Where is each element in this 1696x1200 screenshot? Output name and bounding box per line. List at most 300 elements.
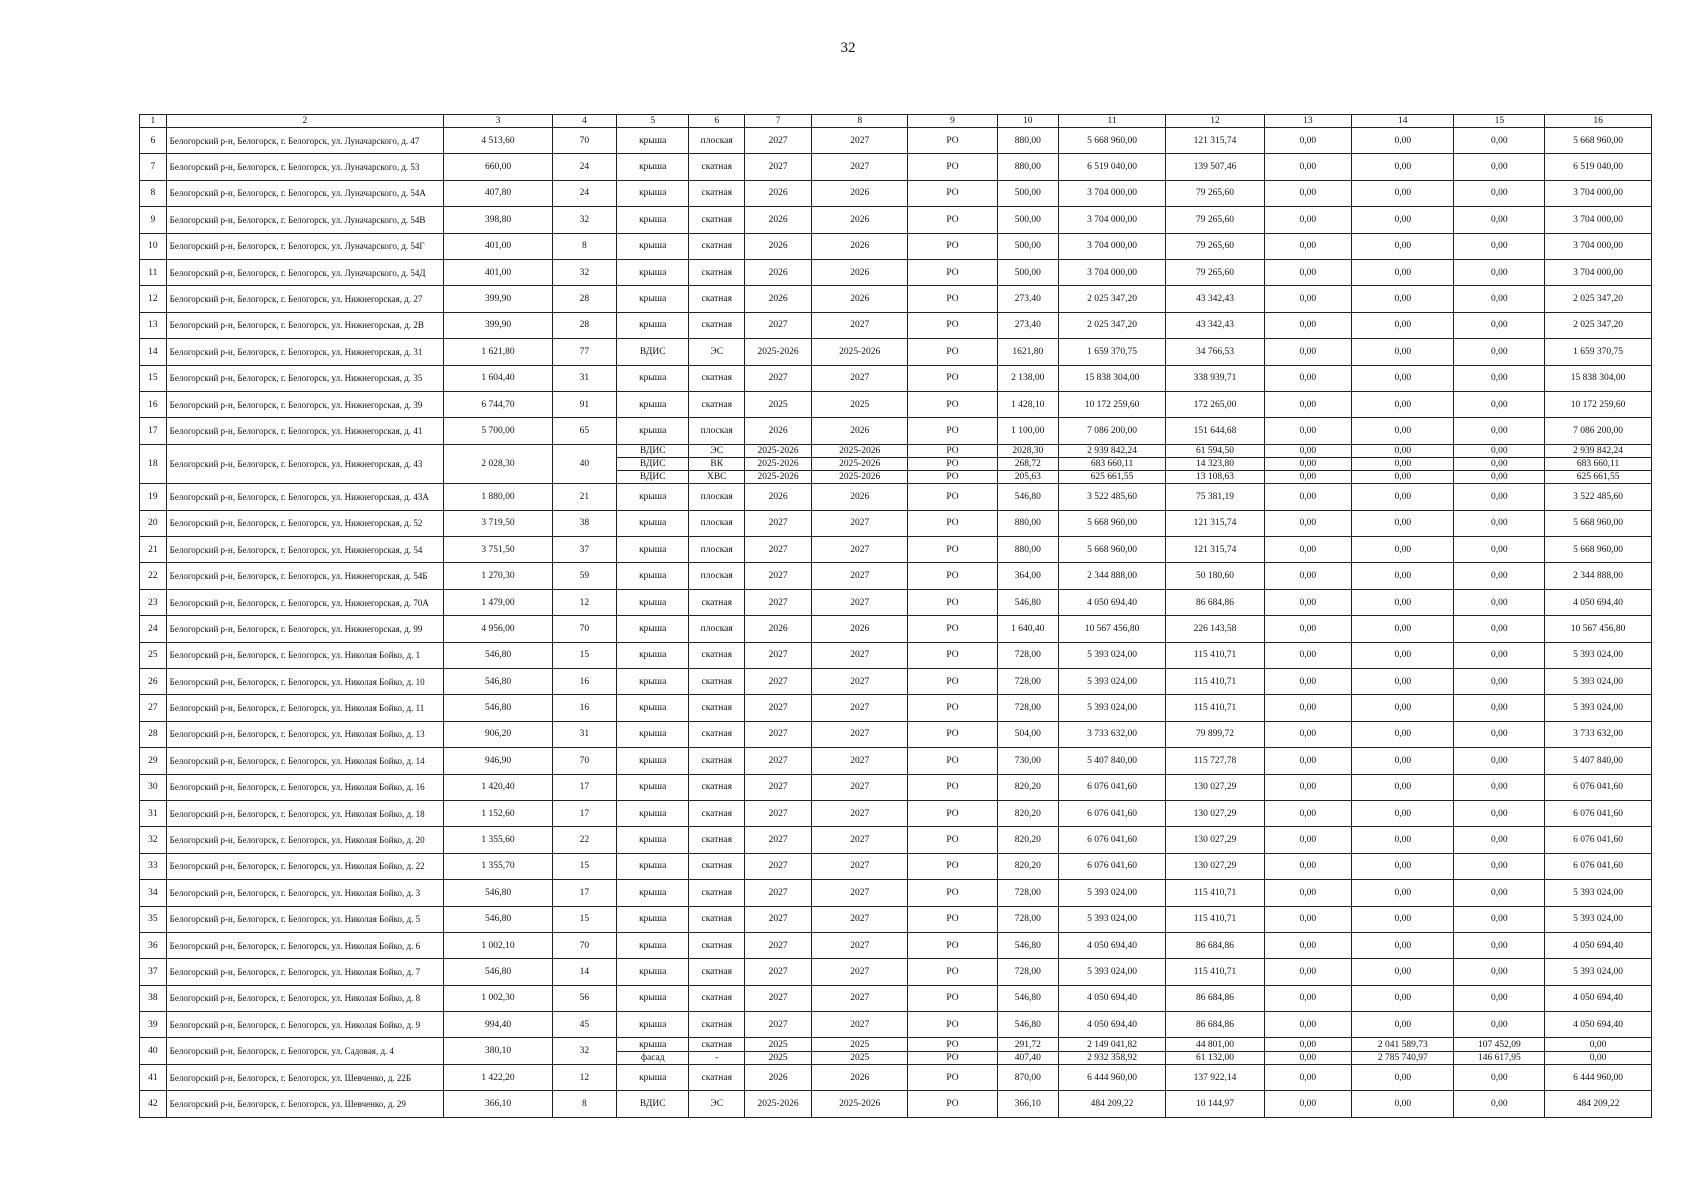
owners-cell: 5 393 024,00: [1545, 695, 1652, 721]
residents-cell: 28: [552, 286, 616, 312]
work-type-cell: крыша: [616, 589, 689, 615]
area-cell: 5 700,00: [444, 418, 553, 444]
table-row: [140, 444, 1652, 457]
owners-cell: 5 393 024,00: [1545, 906, 1652, 932]
fund-cell: 0,00: [1264, 391, 1351, 417]
subtype-cell: скатная: [689, 853, 744, 879]
cost-cell: 2 932 358,92: [1058, 1051, 1166, 1064]
volume-cell: 273,40: [997, 312, 1058, 338]
fund-cell: 0,00: [1264, 827, 1351, 853]
row-number-cell: 34: [140, 880, 167, 906]
unit-cost-cell: 43 342,43: [1166, 286, 1264, 312]
table-row: [140, 668, 1652, 694]
owners-cell: 3 704 000,00: [1545, 259, 1652, 285]
start-year-cell: 2027: [744, 365, 811, 391]
owners-cell: 4 050 694,40: [1545, 1012, 1652, 1038]
subtype-cell: -: [689, 1051, 744, 1064]
regional-cell: 0,00: [1352, 906, 1454, 932]
row-number-cell: 13: [140, 312, 167, 338]
end-year-cell: 2025-2026: [812, 471, 908, 484]
end-year-cell: 2027: [812, 932, 908, 958]
cost-cell: 1 659 370,75: [1058, 339, 1166, 365]
method-cell: РО: [908, 233, 998, 259]
fund-cell: 0,00: [1264, 906, 1351, 932]
residents-cell: 15: [552, 853, 616, 879]
residents-cell: 15: [552, 906, 616, 932]
area-cell: 1 420,40: [444, 774, 553, 800]
owners-cell: 6 444 960,00: [1545, 1064, 1652, 1090]
row-number-cell: 24: [140, 616, 167, 642]
table-row: [140, 880, 1652, 906]
fund-cell: 0,00: [1264, 880, 1351, 906]
end-year-cell: 2026: [812, 418, 908, 444]
start-year-cell: 2026: [744, 259, 811, 285]
end-year-cell: 2027: [812, 748, 908, 774]
area-cell: 1 621,80: [444, 339, 553, 365]
regional-cell: 0,00: [1352, 484, 1454, 510]
address-cell: Белогорский р-н, Белогорск, г. Белогорск, ул. Садовая, д. 4: [166, 1038, 443, 1064]
subtype-cell: скатная: [689, 259, 744, 285]
regional-cell: 0,00: [1352, 128, 1454, 154]
residents-cell: 17: [552, 800, 616, 826]
work-type-cell: крыша: [616, 418, 689, 444]
cost-cell: 2 939 842,24: [1058, 444, 1166, 457]
subtype-cell: скатная: [689, 589, 744, 615]
cost-cell: 3 733 632,00: [1058, 721, 1166, 747]
owners-cell: 6 076 041,60: [1545, 800, 1652, 826]
area-cell: 1 270,30: [444, 563, 553, 589]
volume-cell: 205,63: [997, 471, 1058, 484]
address-cell: Белогорский р-н, Белогорск, г. Белогорск, ул. Николая Бойко, д. 13: [166, 721, 443, 747]
volume-cell: 728,00: [997, 959, 1058, 985]
cost-cell: 3 704 000,00: [1058, 233, 1166, 259]
row-number-cell: 39: [140, 1012, 167, 1038]
owners-cell: 10 567 456,80: [1545, 616, 1652, 642]
table-row: [140, 616, 1652, 642]
area-cell: 1 355,70: [444, 853, 553, 879]
work-type-cell: фасад: [616, 1051, 689, 1064]
address-cell: Белогорский р-н, Белогорск, г. Белогорск, ул. Нижнегорская, д. 39: [166, 391, 443, 417]
fund-cell: 0,00: [1264, 259, 1351, 285]
address-cell: Белогорский р-н, Белогорск, г. Белогорск, ул. Нижнегорская, д. 54Б: [166, 563, 443, 589]
cost-cell: 625 661,55: [1058, 471, 1166, 484]
table-row: [140, 695, 1652, 721]
residents-cell: 91: [552, 391, 616, 417]
row-number-cell: 10: [140, 233, 167, 259]
table-row: [140, 563, 1652, 589]
owners-cell: 3 733 632,00: [1545, 721, 1652, 747]
owners-cell: 3 704 000,00: [1545, 207, 1652, 233]
work-type-cell: крыша: [616, 985, 689, 1011]
method-cell: РО: [908, 642, 998, 668]
residents-cell: 70: [552, 932, 616, 958]
subtype-cell: ЭС: [689, 339, 744, 365]
work-type-cell: крыша: [616, 1064, 689, 1090]
local-cell: 0,00: [1454, 721, 1545, 747]
start-year-cell: 2026: [744, 616, 811, 642]
regional-cell: 0,00: [1352, 1064, 1454, 1090]
volume-cell: 366,10: [997, 1091, 1058, 1117]
work-type-cell: крыша: [616, 748, 689, 774]
owners-cell: 5 668 960,00: [1545, 537, 1652, 563]
subtype-cell: плоская: [689, 537, 744, 563]
residents-cell: 22: [552, 827, 616, 853]
local-cell: 107 452,09: [1454, 1038, 1545, 1051]
start-year-cell: 2027: [744, 563, 811, 589]
work-type-cell: крыша: [616, 312, 689, 338]
fund-cell: 0,00: [1264, 207, 1351, 233]
address-cell: Белогорский р-н, Белогорск, г. Белогорск, ул. Николая Бойко, д. 20: [166, 827, 443, 853]
residents-cell: 28: [552, 312, 616, 338]
row-number-cell: 20: [140, 510, 167, 536]
volume-cell: 546,80: [997, 484, 1058, 510]
area-cell: 3 751,50: [444, 537, 553, 563]
start-year-cell: 2025-2026: [744, 444, 811, 457]
residents-cell: 21: [552, 484, 616, 510]
cost-cell: 6 519 040,00: [1058, 154, 1166, 180]
local-cell: 0,00: [1454, 1012, 1545, 1038]
subtype-cell: скатная: [689, 932, 744, 958]
address-cell: Белогорский р-н, Белогорск, г. Белогорск, ул. Николая Бойко, д. 6: [166, 932, 443, 958]
fund-cell: 0,00: [1264, 1012, 1351, 1038]
work-type-cell: крыша: [616, 642, 689, 668]
row-number-cell: 23: [140, 589, 167, 615]
local-cell: 0,00: [1454, 748, 1545, 774]
end-year-cell: 2025: [812, 1038, 908, 1051]
cost-cell: 3 704 000,00: [1058, 259, 1166, 285]
unit-cost-cell: 61 594,50: [1166, 444, 1264, 457]
row-number-cell: 12: [140, 286, 167, 312]
table-row: [140, 154, 1652, 180]
unit-cost-cell: 130 027,29: [1166, 827, 1264, 853]
start-year-cell: 2026: [744, 286, 811, 312]
owners-cell: 484 209,22: [1545, 1091, 1652, 1117]
volume-cell: 820,20: [997, 800, 1058, 826]
cost-cell: 15 838 304,00: [1058, 365, 1166, 391]
residents-cell: 37: [552, 537, 616, 563]
method-cell: РО: [908, 932, 998, 958]
start-year-cell: 2026: [744, 484, 811, 510]
local-cell: 0,00: [1454, 853, 1545, 879]
method-cell: РО: [908, 853, 998, 879]
subtype-cell: скатная: [689, 180, 744, 206]
residents-cell: 16: [552, 695, 616, 721]
residents-cell: 24: [552, 154, 616, 180]
local-cell: 0,00: [1454, 233, 1545, 259]
work-type-cell: крыша: [616, 286, 689, 312]
regional-cell: 0,00: [1352, 985, 1454, 1011]
local-cell: 0,00: [1454, 457, 1545, 470]
regional-cell: 0,00: [1352, 589, 1454, 615]
end-year-cell: 2027: [812, 537, 908, 563]
regional-cell: 0,00: [1352, 642, 1454, 668]
unit-cost-cell: 79 265,60: [1166, 180, 1264, 206]
residents-cell: 17: [552, 774, 616, 800]
regional-cell: 0,00: [1352, 207, 1454, 233]
area-cell: 399,90: [444, 286, 553, 312]
table-row: [140, 906, 1652, 932]
area-cell: 407,80: [444, 180, 553, 206]
cost-cell: 6 076 041,60: [1058, 827, 1166, 853]
owners-cell: 4 050 694,40: [1545, 985, 1652, 1011]
fund-cell: 0,00: [1264, 932, 1351, 958]
area-cell: 380,10: [444, 1038, 553, 1064]
work-type-cell: крыша: [616, 180, 689, 206]
method-cell: РО: [908, 418, 998, 444]
cost-cell: 5 393 024,00: [1058, 668, 1166, 694]
residents-cell: 8: [552, 233, 616, 259]
owners-cell: 10 172 259,60: [1545, 391, 1652, 417]
residents-cell: 15: [552, 642, 616, 668]
cost-cell: 7 086 200,00: [1058, 418, 1166, 444]
work-type-cell: крыша: [616, 563, 689, 589]
address-cell: Белогорский р-н, Белогорск, г. Белогорск, ул. Николая Бойко, д. 22: [166, 853, 443, 879]
column-header: 1: [140, 115, 167, 128]
cost-cell: 3 704 000,00: [1058, 207, 1166, 233]
unit-cost-cell: 10 144,97: [1166, 1091, 1264, 1117]
local-cell: 0,00: [1454, 444, 1545, 457]
cost-cell: 6 444 960,00: [1058, 1064, 1166, 1090]
owners-cell: 6 076 041,60: [1545, 774, 1652, 800]
subtype-cell: ЭС: [689, 444, 744, 457]
cost-cell: 6 076 041,60: [1058, 853, 1166, 879]
address-cell: Белогорский р-н, Белогорск, г. Белогорск, ул. Николая Бойко, д. 18: [166, 800, 443, 826]
row-number-cell: 41: [140, 1064, 167, 1090]
subtype-cell: ВК: [689, 457, 744, 470]
regional-cell: 0,00: [1352, 853, 1454, 879]
subtype-cell: скатная: [689, 880, 744, 906]
table-row: [140, 985, 1652, 1011]
row-number-cell: 14: [140, 339, 167, 365]
subtype-cell: скатная: [689, 695, 744, 721]
method-cell: РО: [908, 959, 998, 985]
regional-cell: 0,00: [1352, 932, 1454, 958]
work-type-cell: ВДИС: [616, 471, 689, 484]
regional-cell: 0,00: [1352, 339, 1454, 365]
owners-cell: 4 050 694,40: [1545, 589, 1652, 615]
unit-cost-cell: 130 027,29: [1166, 800, 1264, 826]
row-number-cell: 27: [140, 695, 167, 721]
area-cell: 546,80: [444, 642, 553, 668]
subtype-cell: скатная: [689, 312, 744, 338]
row-number-cell: 30: [140, 774, 167, 800]
cost-cell: 5 668 960,00: [1058, 537, 1166, 563]
area-cell: 660,00: [444, 154, 553, 180]
end-year-cell: 2026: [812, 286, 908, 312]
volume-cell: 870,00: [997, 1064, 1058, 1090]
fund-cell: 0,00: [1264, 418, 1351, 444]
subtype-cell: скатная: [689, 154, 744, 180]
owners-cell: 683 660,11: [1545, 457, 1652, 470]
end-year-cell: 2027: [812, 721, 908, 747]
residents-cell: 32: [552, 1038, 616, 1064]
fund-cell: 0,00: [1264, 642, 1351, 668]
regional-cell: 0,00: [1352, 312, 1454, 338]
regional-cell: 0,00: [1352, 444, 1454, 457]
regional-cell: 0,00: [1352, 391, 1454, 417]
address-cell: Белогорский р-н, Белогорск, г. Белогорск, ул. Луначарского, д. 54Д: [166, 259, 443, 285]
area-cell: 546,80: [444, 880, 553, 906]
method-cell: РО: [908, 827, 998, 853]
owners-cell: 3 522 485,60: [1545, 484, 1652, 510]
cost-cell: 2 025 347,20: [1058, 312, 1166, 338]
local-cell: 0,00: [1454, 537, 1545, 563]
work-type-cell: крыша: [616, 721, 689, 747]
method-cell: РО: [908, 537, 998, 563]
owners-cell: 2 344 888,00: [1545, 563, 1652, 589]
work-type-cell: крыша: [616, 484, 689, 510]
method-cell: РО: [908, 880, 998, 906]
work-type-cell: ВДИС: [616, 339, 689, 365]
area-cell: 906,20: [444, 721, 553, 747]
address-cell: Белогорский р-н, Белогорск, г. Белогорск, ул. Николая Бойко, д. 11: [166, 695, 443, 721]
row-number-cell: 36: [140, 932, 167, 958]
method-cell: РО: [908, 906, 998, 932]
residents-cell: 77: [552, 339, 616, 365]
unit-cost-cell: 79 265,60: [1166, 259, 1264, 285]
end-year-cell: 2027: [812, 827, 908, 853]
column-header: 7: [744, 115, 811, 128]
table-row: [140, 932, 1652, 958]
unit-cost-cell: 34 766,53: [1166, 339, 1264, 365]
volume-cell: 268,72: [997, 457, 1058, 470]
start-year-cell: 2026: [744, 180, 811, 206]
fund-cell: 0,00: [1264, 339, 1351, 365]
method-cell: РО: [908, 800, 998, 826]
local-cell: 0,00: [1454, 312, 1545, 338]
start-year-cell: 2027: [744, 154, 811, 180]
area-cell: 546,80: [444, 959, 553, 985]
subtype-cell: плоская: [689, 484, 744, 510]
owners-cell: 6 076 041,60: [1545, 853, 1652, 879]
table-row: [140, 259, 1652, 285]
column-header: 15: [1454, 115, 1545, 128]
volume-cell: 730,00: [997, 748, 1058, 774]
row-number-cell: 32: [140, 827, 167, 853]
residents-cell: 59: [552, 563, 616, 589]
cost-cell: 5 393 024,00: [1058, 695, 1166, 721]
table-row: [140, 1038, 1652, 1051]
method-cell: РО: [908, 510, 998, 536]
volume-cell: 820,20: [997, 853, 1058, 879]
unit-cost-cell: 115 410,71: [1166, 880, 1264, 906]
work-type-cell: крыша: [616, 128, 689, 154]
address-cell: Белогорский р-н, Белогорск, г. Белогорск, ул. Луначарского, д. 54В: [166, 207, 443, 233]
unit-cost-cell: 172 265,00: [1166, 391, 1264, 417]
work-type-cell: крыша: [616, 695, 689, 721]
start-year-cell: 2025: [744, 1051, 811, 1064]
cost-cell: 5 668 960,00: [1058, 128, 1166, 154]
column-header: 5: [616, 115, 689, 128]
end-year-cell: 2026: [812, 233, 908, 259]
residents-cell: 12: [552, 1064, 616, 1090]
unit-cost-cell: 75 381,19: [1166, 484, 1264, 510]
subtype-cell: скатная: [689, 1038, 744, 1051]
start-year-cell: 2026: [744, 1064, 811, 1090]
local-cell: 0,00: [1454, 259, 1545, 285]
unit-cost-cell: 121 315,74: [1166, 537, 1264, 563]
method-cell: РО: [908, 695, 998, 721]
column-header: 16: [1545, 115, 1652, 128]
volume-cell: 546,80: [997, 985, 1058, 1011]
start-year-cell: 2026: [744, 418, 811, 444]
fund-cell: 0,00: [1264, 444, 1351, 457]
fund-cell: 0,00: [1264, 484, 1351, 510]
address-cell: Белогорский р-н, Белогорск, г. Белогорск, ул. Нижнегорская, д. 99: [166, 616, 443, 642]
cost-cell: 2 025 347,20: [1058, 286, 1166, 312]
start-year-cell: 2025-2026: [744, 457, 811, 470]
subtype-cell: плоская: [689, 616, 744, 642]
fund-cell: 0,00: [1264, 1091, 1351, 1117]
end-year-cell: 2027: [812, 128, 908, 154]
table-row: [140, 800, 1652, 826]
subtype-cell: скатная: [689, 207, 744, 233]
volume-cell: 546,80: [997, 589, 1058, 615]
cost-cell: 5 668 960,00: [1058, 510, 1166, 536]
unit-cost-cell: 86 684,86: [1166, 1012, 1264, 1038]
method-cell: РО: [908, 774, 998, 800]
residents-cell: 32: [552, 207, 616, 233]
cost-cell: 2 149 041,82: [1058, 1038, 1166, 1051]
cost-cell: 4 050 694,40: [1058, 932, 1166, 958]
unit-cost-cell: 79 899,72: [1166, 721, 1264, 747]
owners-cell: 5 393 024,00: [1545, 642, 1652, 668]
cost-cell: 4 050 694,40: [1058, 589, 1166, 615]
start-year-cell: 2026: [744, 207, 811, 233]
residents-cell: 31: [552, 721, 616, 747]
end-year-cell: 2026: [812, 259, 908, 285]
residents-cell: 65: [552, 418, 616, 444]
owners-cell: 0,00: [1545, 1038, 1652, 1051]
address-cell: Белогорский р-н, Белогорск, г. Белогорск, ул. Николая Бойко, д. 7: [166, 959, 443, 985]
fund-cell: 0,00: [1264, 985, 1351, 1011]
residents-cell: 14: [552, 959, 616, 985]
work-type-cell: крыша: [616, 207, 689, 233]
local-cell: 146 617,95: [1454, 1051, 1545, 1064]
row-number-cell: 19: [140, 484, 167, 510]
address-cell: Белогорский р-н, Белогорск, г. Белогорск, ул. Нижнегорская, д. 31: [166, 339, 443, 365]
fund-cell: 0,00: [1264, 668, 1351, 694]
row-number-cell: 25: [140, 642, 167, 668]
start-year-cell: 2027: [744, 510, 811, 536]
work-type-cell: ВДИС: [616, 457, 689, 470]
start-year-cell: 2027: [744, 774, 811, 800]
unit-cost-cell: 115 410,71: [1166, 906, 1264, 932]
regional-cell: 0,00: [1352, 259, 1454, 285]
start-year-cell: 2027: [744, 880, 811, 906]
method-cell: РО: [908, 154, 998, 180]
fund-cell: 0,00: [1264, 1064, 1351, 1090]
address-cell: Белогорский р-н, Белогорск, г. Белогорск, ул. Луначарского, д. 47: [166, 128, 443, 154]
address-cell: Белогорский р-н, Белогорск, г. Белогорск, ул. Нижнегорская, д. 52: [166, 510, 443, 536]
start-year-cell: 2027: [744, 537, 811, 563]
local-cell: 0,00: [1454, 154, 1545, 180]
method-cell: РО: [908, 1091, 998, 1117]
table-row: [140, 510, 1652, 536]
method-cell: РО: [908, 484, 998, 510]
start-year-cell: 2027: [744, 721, 811, 747]
end-year-cell: 2025-2026: [812, 1091, 908, 1117]
regional-cell: 0,00: [1352, 668, 1454, 694]
address-cell: Белогорский р-н, Белогорск, г. Белогорск, ул. Николая Бойко, д. 1: [166, 642, 443, 668]
method-cell: РО: [908, 563, 998, 589]
fund-cell: 0,00: [1264, 154, 1351, 180]
area-cell: 1 152,60: [444, 800, 553, 826]
table-row: [140, 721, 1652, 747]
start-year-cell: 2025-2026: [744, 339, 811, 365]
regional-cell: 0,00: [1352, 1012, 1454, 1038]
end-year-cell: 2027: [812, 668, 908, 694]
